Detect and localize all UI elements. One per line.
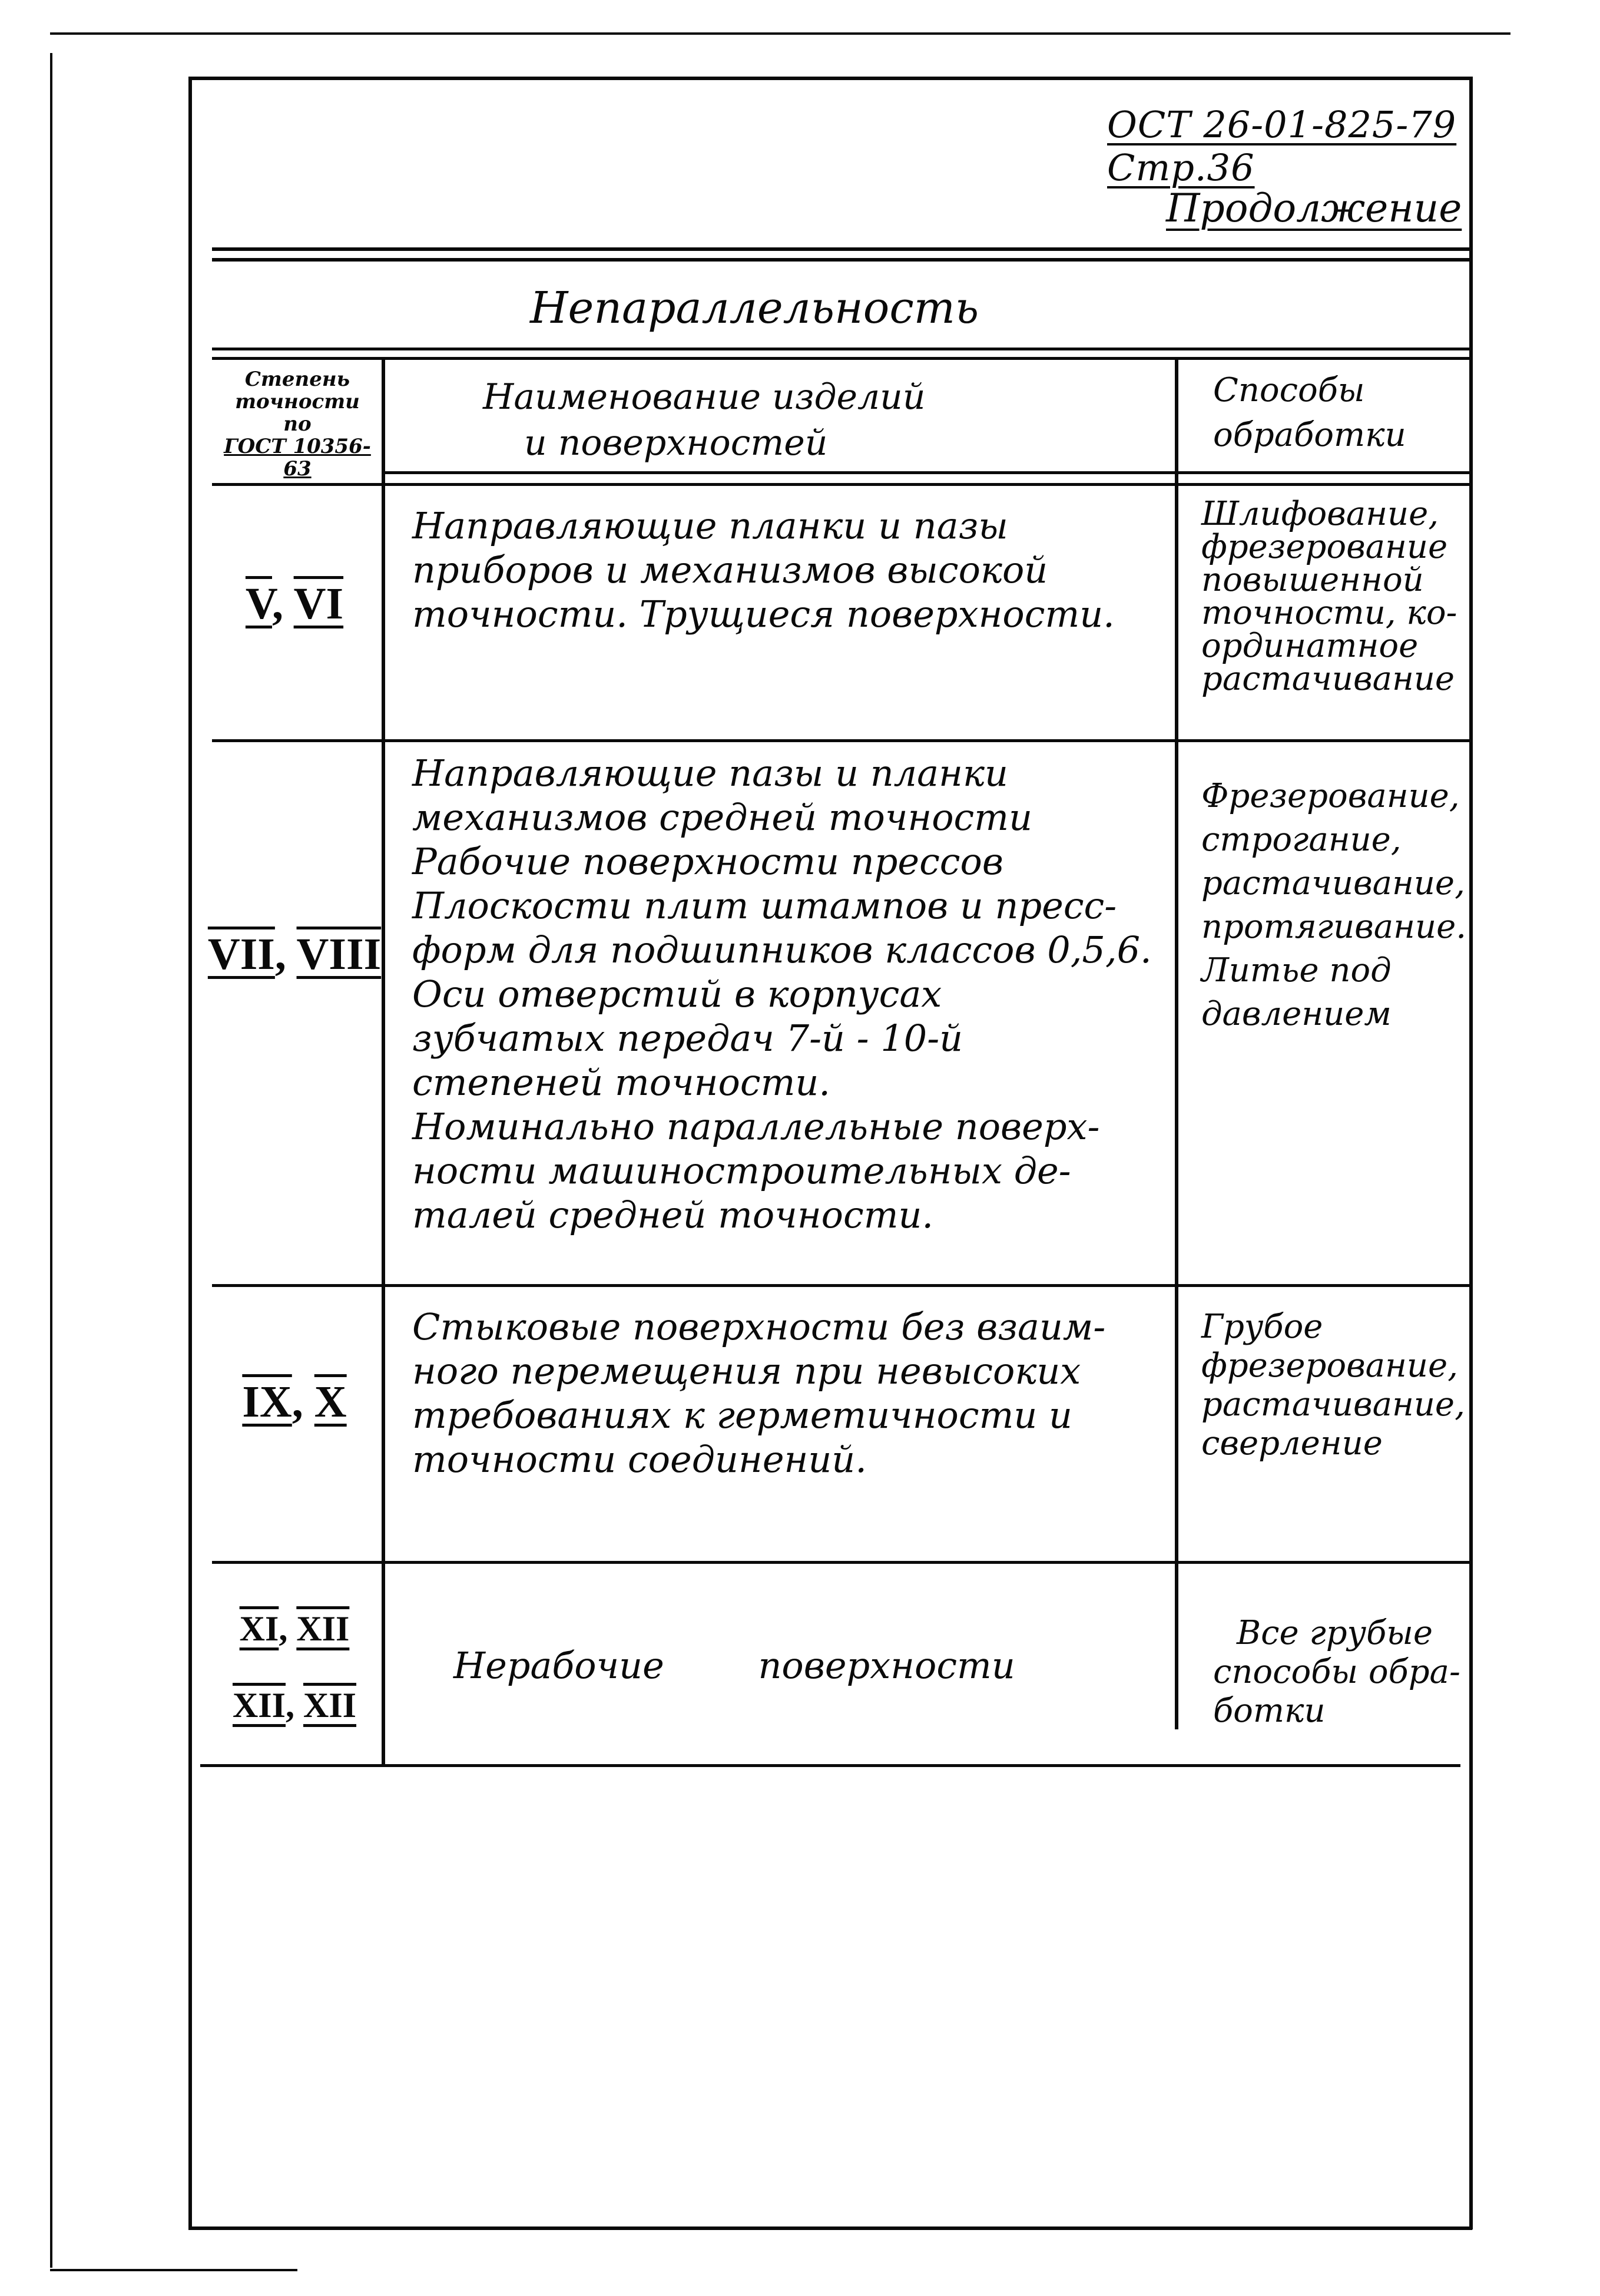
scan-bottom-line xyxy=(50,2269,297,2271)
document-code: ОСТ 26-01-825-79 Стр.36 xyxy=(1107,103,1457,189)
row-divider-1 xyxy=(212,739,1472,742)
table-row-2-methods xyxy=(1201,775,1478,1036)
description-line: ного перемещения при невысоких xyxy=(412,1349,1081,1392)
column-separator-2 xyxy=(1175,357,1178,1729)
description-line: Направляющие планки и пазы xyxy=(412,504,1008,547)
column-header-degree-line4: ГОСТ 10356-63 xyxy=(224,435,371,481)
degree-line-2: XII, XII xyxy=(232,1686,357,1725)
degree-value: XII xyxy=(296,1609,350,1648)
degree-value: VI xyxy=(293,579,344,628)
method-line: ординатное xyxy=(1201,627,1419,665)
description-line: степеней точности. xyxy=(412,1061,831,1104)
header-rule-2 xyxy=(212,258,1472,262)
column-header-method xyxy=(1213,368,1460,458)
degree-value: VIII xyxy=(296,929,382,979)
header-rule-1 xyxy=(212,247,1472,251)
table-row-3-degree: IX, X xyxy=(242,1377,347,1427)
frame-left xyxy=(188,77,192,2229)
frame-bottom xyxy=(188,2226,1472,2230)
method-line: точности, ко- xyxy=(1201,594,1457,632)
header-bottom-rule-2 xyxy=(212,483,1472,486)
column-header-method-line2: обработки xyxy=(1213,416,1406,454)
row-divider-3 xyxy=(212,1561,1472,1564)
description-line: талей средней точности. xyxy=(412,1193,934,1236)
column-header-degree-line1: Степень xyxy=(244,368,350,391)
table-row-3-description xyxy=(412,1305,1172,1481)
scan-top-line xyxy=(50,32,1510,35)
description-line: механизмов средней точности xyxy=(412,796,1033,839)
description-line: зубчатых передач 7-й - 10-й xyxy=(412,1017,963,1060)
method-line: ботки xyxy=(1213,1692,1326,1730)
method-line: повышенной xyxy=(1201,561,1424,599)
table-row-2-degree: VII, VIII xyxy=(207,929,382,979)
method-line: растачивание, xyxy=(1201,1385,1465,1424)
frame-right xyxy=(1469,77,1473,2229)
method-line: строгание, xyxy=(1201,821,1402,859)
continuation-label: Продолжение xyxy=(1166,186,1462,231)
method-line: давлением xyxy=(1201,995,1392,1033)
table-row-4-degree xyxy=(206,1590,383,1743)
table-row-1-description xyxy=(412,504,1172,636)
description-line: ности машиностроительных де- xyxy=(412,1149,1071,1192)
description-line: приборов и механизмов высокой xyxy=(412,548,1048,591)
method-line: сверление xyxy=(1201,1424,1383,1463)
degree-value: IX xyxy=(242,1377,292,1427)
method-line: протягивание. xyxy=(1201,908,1467,946)
method-line: способы обра- xyxy=(1213,1653,1460,1691)
header-bottom-rule-1 xyxy=(383,471,1472,474)
description-line: форм для подшипников классов 0,5,6. xyxy=(412,928,1152,971)
column-header-degree-line2: точности xyxy=(235,390,360,413)
frame-top xyxy=(188,77,1472,80)
description-line: Оси отверстий в корпусах xyxy=(412,972,942,1015)
table-top-rule-2 xyxy=(212,357,1472,360)
method-line: растачивание, xyxy=(1201,864,1465,902)
scan-left-line xyxy=(50,53,52,2268)
table-bottom-rule xyxy=(200,1764,1460,1767)
description-line: Рабочие поверхности прессов xyxy=(412,840,1003,883)
table-row-4-description xyxy=(453,1643,1213,1688)
description-line: Направляющие пазы и планки xyxy=(412,752,1008,795)
description-line: Стыковые поверхности без взаим- xyxy=(412,1305,1106,1348)
table-row-4-methods xyxy=(1213,1614,1490,1731)
description-line: Нерабочие поверхности xyxy=(453,1644,1015,1687)
degree-value: XII xyxy=(303,1686,357,1725)
section-title: Непараллельность xyxy=(530,283,979,333)
table-top-rule-1 xyxy=(212,348,1472,350)
method-line: Фрезерование, xyxy=(1201,777,1460,815)
description-line: требованиях к герметичности и xyxy=(412,1394,1072,1437)
method-line: растачивание xyxy=(1201,660,1455,698)
description-line: точности. Трущиеся поверхности. xyxy=(412,593,1115,636)
degree-value: XI xyxy=(239,1609,279,1648)
table-row-2-description xyxy=(412,751,1172,1237)
degree-value: V xyxy=(245,579,272,628)
column-separator-1 xyxy=(382,357,385,1765)
method-line: Литье под xyxy=(1201,951,1392,990)
degree-line-1: XI, XII xyxy=(239,1609,350,1648)
column-header-name-line2: и поверхностей xyxy=(524,422,828,464)
table-row-3-methods xyxy=(1201,1308,1478,1463)
method-line: фрезерование xyxy=(1201,528,1448,566)
column-header-method-line1: Способы xyxy=(1213,371,1365,409)
column-header-degree xyxy=(212,368,383,480)
degree-value: VII xyxy=(207,929,275,979)
method-line: Грубое xyxy=(1201,1308,1323,1346)
column-header-degree-line3: по xyxy=(283,412,312,436)
method-line: Шлифование, xyxy=(1201,495,1439,533)
row-divider-2 xyxy=(212,1284,1472,1287)
description-line: Плоскости плит штампов и пресс- xyxy=(412,884,1117,927)
column-header-name-line1: Наименование изделий xyxy=(483,376,926,418)
table-row-1-methods xyxy=(1201,495,1478,698)
method-line: Все грубые xyxy=(1237,1614,1433,1652)
table-row-1-degree: V, VI xyxy=(245,579,344,628)
degree-value: XII xyxy=(232,1686,286,1725)
description-line: точности соединений. xyxy=(412,1438,867,1481)
method-line: фрезерование, xyxy=(1201,1346,1458,1385)
description-line: Номинально параллельные поверх- xyxy=(412,1105,1100,1148)
degree-value: X xyxy=(314,1377,347,1427)
column-header-name xyxy=(448,374,1184,466)
